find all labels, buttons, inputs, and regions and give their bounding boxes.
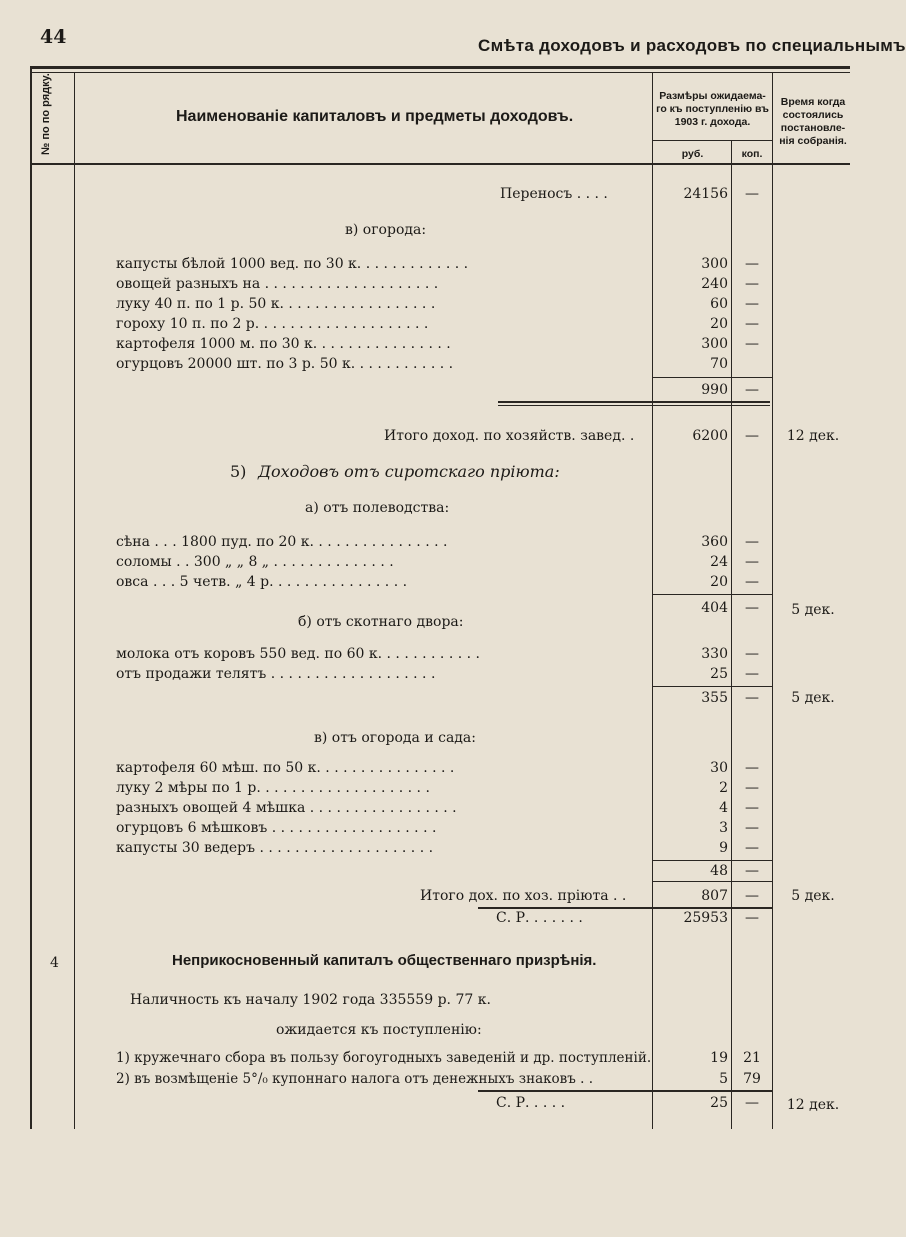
subtotal-rule — [653, 860, 773, 861]
row-rub: 300 — [701, 256, 728, 272]
col-line-name — [652, 72, 653, 1129]
row-text: картофеля 1000 м. по 30 к. . . . . . . . . . . . . . . . — [116, 336, 451, 352]
section-title: Неприкосновенный капиталъ общественнаго призрѣнія. — [172, 952, 597, 969]
row-kop: — — [745, 800, 759, 816]
total-rule — [478, 907, 772, 909]
row-rub: 60 — [710, 296, 728, 312]
row-text: сѣна . . . 1800 пуд. по 20 к. . . . . . . . . . . . . . . . — [116, 534, 448, 550]
row-text: огурцовъ 20000 шт. по 3 р. 50 к. . . . . . . . . . . . — [116, 356, 454, 372]
header-col-rub: руб. — [681, 148, 704, 160]
row-text: Итого доход. по хозяйств. завед. . — [384, 428, 635, 444]
header-bottom-rule — [30, 163, 850, 165]
row-text: гороху 10 п. по 2 р. . . . . . . . . . . . . . . . . . . . — [116, 316, 429, 332]
section-heading: в) огорода: — [345, 222, 427, 238]
row-text: Переносъ . . . . — [500, 186, 608, 202]
section-heading: ожидается къ поступленію: — [276, 1022, 482, 1038]
row-rub: 240 — [701, 276, 728, 292]
row-text: капусты 30 ведеръ . . . . . . . . . . . . . . . . . . . . — [116, 840, 434, 856]
row-text: Наличность къ началу 1902 года 335559 р. 77 к. — [130, 992, 491, 1008]
running-title: Смѣта доходовъ и расходовъ по специальнымъ — [478, 36, 906, 55]
row-kop: 21 — [743, 1050, 761, 1066]
row-text: молока отъ коровъ 550 вед. по 60 к. . . . . . . . . . . . — [116, 646, 480, 662]
row-rub: 24156 — [683, 186, 728, 202]
row-kop: — — [745, 534, 759, 550]
row-rub: 20 — [710, 316, 728, 332]
row-time: 5 дек. — [791, 690, 835, 706]
col-line-rub — [731, 140, 732, 1129]
row-number: 4 — [50, 955, 59, 971]
row-kop: — — [745, 256, 759, 272]
row-kop: — — [745, 1095, 759, 1111]
col-line-kop — [772, 72, 773, 1129]
section-number: 5) — [230, 462, 247, 481]
row-text: С. Р. . . . . . . — [496, 910, 583, 926]
subtotal-rule — [653, 881, 773, 882]
row-kop: — — [745, 840, 759, 856]
row-kop: — — [745, 646, 759, 662]
row-rub: 404 — [701, 600, 728, 616]
header-col-amount: Размѣры ожидаема-го къ поступленію въ 1903 г. дохода. — [656, 90, 769, 128]
top-rule-thick — [30, 66, 850, 69]
row-rub: 9 — [719, 840, 728, 856]
total-rule — [478, 1090, 772, 1092]
page-number: 44 — [40, 26, 67, 48]
row-kop: — — [745, 276, 759, 292]
row-kop: — — [745, 666, 759, 682]
row-time: 5 дек. — [791, 602, 835, 618]
row-rub: 3 — [719, 820, 728, 836]
row-kop: — — [745, 690, 759, 706]
header-col-kop: коп. — [741, 148, 763, 160]
row-rub: 19 — [710, 1050, 728, 1066]
row-kop: — — [745, 574, 759, 590]
row-rub: 25953 — [683, 910, 728, 926]
section-heading: Доходовъ отъ сиротскаго пріюта: — [258, 462, 560, 481]
row-rub: 300 — [701, 336, 728, 352]
row-rub: 330 — [701, 646, 728, 662]
row-rub: 25 — [710, 1095, 728, 1111]
row-time: 12 дек. — [786, 1097, 840, 1113]
subtotal-rule — [653, 594, 773, 595]
row-kop: — — [745, 760, 759, 776]
row-text: Итого дох. по хоз. пріюта . . — [420, 888, 627, 904]
subtotal-rule — [653, 377, 773, 378]
row-rub: 70 — [710, 356, 728, 372]
row-time: 12 дек. — [786, 428, 840, 444]
row-rub: 25 — [710, 666, 728, 682]
row-text: луку 40 п. по 1 р. 50 к. . . . . . . . . . . . . . . . . . — [116, 296, 436, 312]
row-kop: — — [745, 910, 759, 926]
row-text: картофеля 60 мѣш. по 50 к. . . . . . . . . . . . . . . . — [116, 760, 455, 776]
header-col-no: № по по рядку. — [40, 73, 52, 155]
col-line-left — [30, 66, 32, 1129]
row-rub: 5 — [719, 1071, 728, 1087]
row-kop: — — [745, 888, 759, 904]
header-col-name: Наименованіе капиталовъ и предметы доходовъ. — [176, 108, 574, 125]
row-rub: 2 — [719, 780, 728, 796]
row-rub: 355 — [701, 690, 728, 706]
row-kop: — — [745, 336, 759, 352]
row-text: овощей разныхъ на . . . . . . . . . . . . . . . . . . . . — [116, 276, 439, 292]
row-text: С. Р. . . . . — [496, 1095, 566, 1111]
row-rub: 360 — [701, 534, 728, 550]
row-kop: — — [745, 186, 759, 202]
row-kop: — — [745, 428, 759, 444]
row-rub: 20 — [710, 574, 728, 590]
row-text: капусты бѣлой 1000 вед. по 30 к. . . . . . . . . . . . . — [116, 256, 469, 272]
row-kop: — — [745, 600, 759, 616]
subtotal-rule — [653, 686, 773, 687]
header-col-time: Время когда состоялись постановле-нія собранія. — [779, 96, 847, 147]
row-time: 5 дек. — [791, 888, 835, 904]
row-text: овса . . . 5 четв. „ 4 р. . . . . . . . . . . . . . . . — [116, 574, 408, 590]
row-text: огурцовъ 6 мѣшковъ . . . . . . . . . . . . . . . . . . . — [116, 820, 437, 836]
total-double-rule — [498, 401, 770, 403]
section-heading: в) отъ огорода и сада: — [314, 730, 476, 746]
section-heading: б) отъ скотнаго двора: — [298, 614, 464, 630]
section-heading: а) отъ полеводства: — [305, 500, 450, 516]
row-text: соломы . . 300 „ „ 8 „ . . . . . . . . . . . . . . — [116, 554, 394, 570]
top-rule-thin — [30, 72, 850, 73]
row-kop: — — [745, 780, 759, 796]
amount-sub-rule — [653, 140, 773, 141]
row-kop: — — [745, 820, 759, 836]
row-kop: — — [745, 316, 759, 332]
row-kop: — — [745, 382, 759, 398]
row-rub: 6200 — [692, 428, 728, 444]
col-line-no — [74, 72, 75, 1129]
row-rub: 24 — [710, 554, 728, 570]
row-rub: 4 — [719, 800, 728, 816]
row-text: отъ продажи телятъ . . . . . . . . . . . . . . . . . . . — [116, 666, 436, 682]
row-rub: 30 — [710, 760, 728, 776]
row-kop: — — [745, 296, 759, 312]
row-text: луку 2 мѣры по 1 р. . . . . . . . . . . . . . . . . . . . — [116, 780, 430, 796]
row-rub: 48 — [710, 863, 728, 879]
row-text: 1) кружечнаго сбора въ пользу богоугодныхъ заведеній и др. поступленій. — [116, 1050, 652, 1066]
row-kop: 79 — [743, 1071, 761, 1087]
row-text: 2) въ возмѣщеніе 5°/₀ купоннаго налога отъ денежныхъ знаковъ . . — [116, 1071, 594, 1087]
total-double-rule — [498, 405, 770, 406]
row-kop: — — [745, 554, 759, 570]
row-text: разныхъ овощей 4 мѣшка . . . . . . . . . . . . . . . . . — [116, 800, 457, 816]
row-kop: — — [745, 863, 759, 879]
row-rub: 807 — [701, 888, 728, 904]
row-rub: 990 — [701, 382, 728, 398]
